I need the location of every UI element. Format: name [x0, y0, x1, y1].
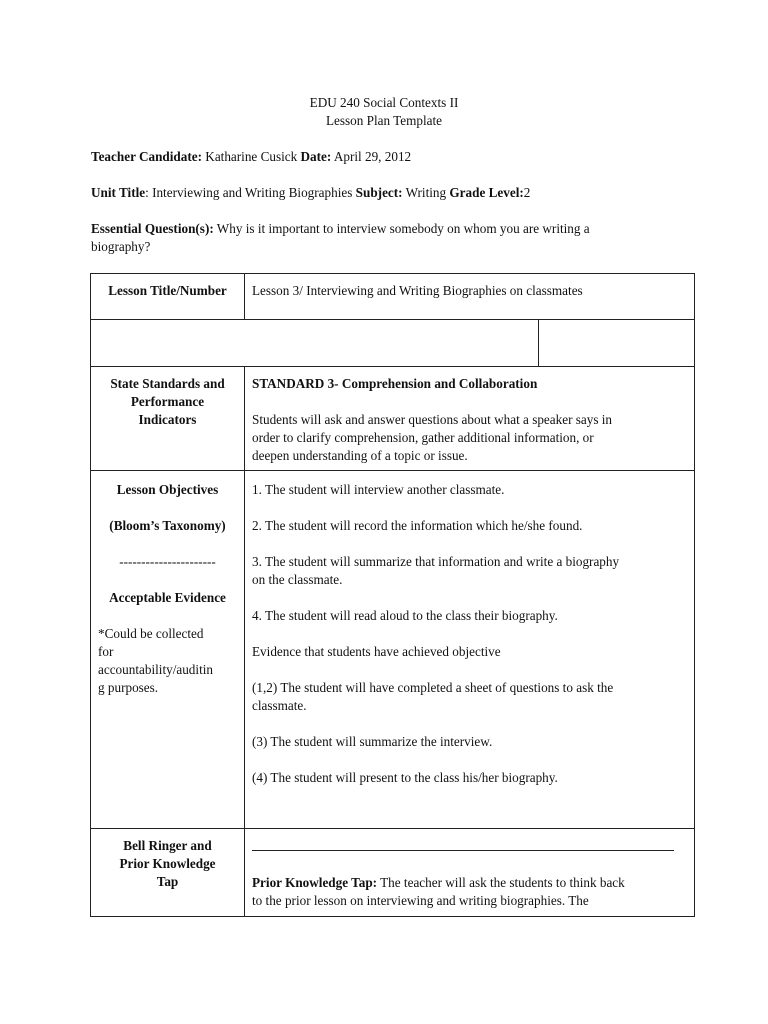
standards-label-line3: Indicators [138, 412, 197, 427]
lesson-plan-table [90, 273, 695, 917]
bell-label-line1: Bell Ringer and [123, 838, 212, 853]
eq-value-line1: Why is it important to interview somebody on whom you are writing a [216, 221, 590, 236]
standards-label [91, 367, 245, 471]
row-lesson-title [91, 274, 695, 320]
evidence-item-1: (1,2) The student will have completed a sheet of questions to ask the [252, 680, 614, 695]
unit-label: Unit Title [91, 185, 146, 200]
lesson-title-value: Lesson 3/ Interviewing and Writing Biographies on classmates [245, 274, 695, 320]
subject-value: Writing [405, 185, 447, 200]
objectives-content [245, 471, 695, 829]
evidence-note-line3: accountability/auditin [98, 662, 213, 677]
evidence-note-line1: *Could be collected [98, 626, 204, 641]
evidence-label: Acceptable Evidence [109, 590, 226, 605]
row-bell-ringer [91, 829, 695, 917]
objectives-label: Lesson Objectives [116, 482, 219, 497]
unit-line [91, 184, 681, 202]
evidence-item-2: (3) The student will summarize the interview. [252, 734, 493, 749]
objective-2: 2. The student will record the information which he/she found. [252, 518, 583, 533]
bell-label [91, 829, 245, 917]
pkt-line1 [252, 874, 686, 892]
course-title: EDU 240 Social Contexts II [309, 95, 459, 110]
standards-content [245, 367, 695, 471]
evidence-item-1-cont: classmate. [252, 698, 307, 713]
evidence-note-line4: g purposes. [98, 680, 159, 695]
lesson-title-label: Lesson Title/Number [91, 274, 245, 320]
date-value: April 29, 2012 [333, 149, 412, 164]
empty-cell [91, 320, 695, 367]
standard-text-1: Students will ask and answer questions about what a speaker says in [252, 412, 613, 427]
pkt-text1: The teacher will ask the students to think back [380, 875, 625, 890]
date-label: Date: [300, 149, 332, 164]
row-empty [91, 320, 695, 367]
essential-question [91, 220, 681, 256]
pkt-label: Prior Knowledge Tap: [252, 875, 378, 890]
teacher-label: Teacher Candidate: [91, 149, 202, 164]
teacher-value: Katharine Cusick [205, 149, 298, 164]
standards-label-line2: Performance [130, 394, 205, 409]
standard-heading: STANDARD 3- Comprehension and Collaboration [252, 376, 538, 391]
bell-content [245, 829, 695, 917]
objective-3-cont: on the classmate. [252, 572, 343, 587]
row-objectives [91, 471, 695, 829]
evidence-intro: Evidence that students have achieved objective [252, 644, 501, 659]
objective-4: 4. The student will read aloud to the class their biography. [252, 608, 558, 623]
eq-label: Essential Question(s): [91, 221, 214, 236]
row-standards [91, 367, 695, 471]
blooms-label: (Bloom’s Taxonomy) [109, 518, 226, 533]
standards-label-line1: State Standards and [110, 376, 225, 391]
grade-label: Grade Level: [449, 185, 524, 200]
unit-value: : Interviewing and Writing Biographies [145, 185, 353, 200]
objective-1: 1. The student will interview another classmate. [252, 482, 505, 497]
empty-cell-left [91, 320, 539, 366]
pkt-text2: to the prior lesson on interviewing and writing biographies. The [252, 893, 589, 908]
grade-value: 2 [523, 185, 531, 200]
evidence-note-line2: for [98, 644, 114, 659]
empty-cell-right [539, 320, 694, 366]
bell-label-line3: Tap [156, 874, 179, 889]
objectives-label-cell [91, 471, 245, 829]
subject-label: Subject: [355, 185, 403, 200]
objective-3: 3. The student will summarize that information and write a biography [252, 554, 620, 569]
blank-line [252, 837, 674, 851]
evidence-item-3: (4) The student will present to the class his/her biography. [252, 770, 558, 785]
evidence-note [91, 625, 244, 697]
bell-label-line2: Prior Knowledge [119, 856, 216, 871]
document-title: Lesson Plan Template [325, 113, 443, 128]
standard-text-3: deepen understanding of a topic or issue. [252, 448, 468, 463]
eq-value-line2: biography? [91, 239, 151, 254]
divider-text: ---------------------- [119, 554, 216, 569]
standard-text-2: order to clarify comprehension, gather additional information, or [252, 430, 594, 445]
teacher-line [91, 148, 681, 166]
